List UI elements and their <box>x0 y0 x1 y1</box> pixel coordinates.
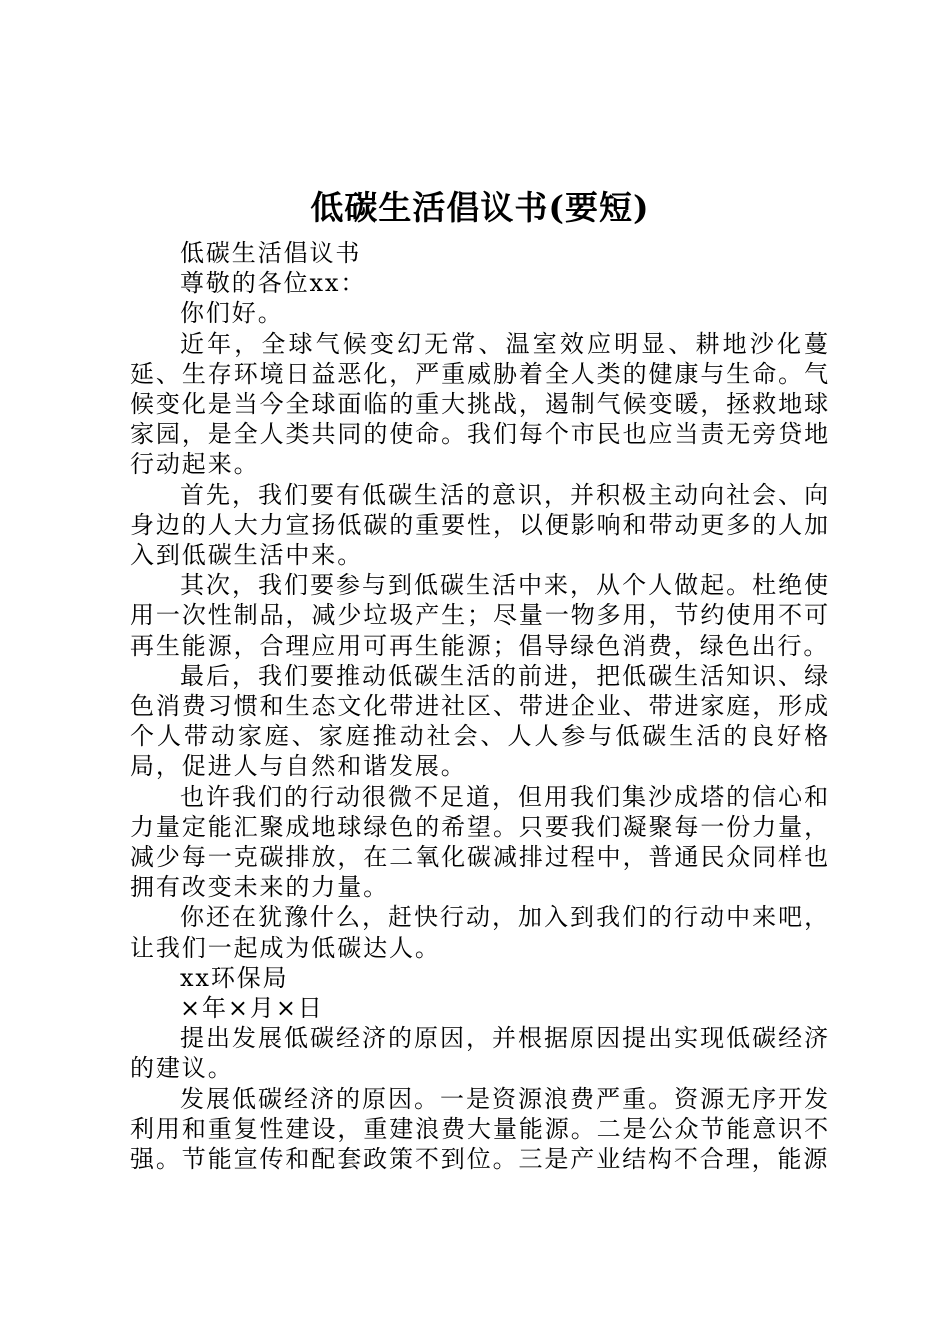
greeting: 你们好。 <box>180 299 284 328</box>
section2-paragraph: 提出发展低碳经济的原因，并根据原因提出实现低碳经济的建议。 <box>130 1024 830 1083</box>
body-paragraph: 其次，我们要参与到低碳生活中来，从个人做起。杜绝使用一次性制品，减少垃圾产生；尽量一物多用，节约使用不可再生能源，合理应用可再生能源；倡导绿色消费，绿色出行。 <box>130 571 830 660</box>
section2-paragraph: 发展低碳经济的原因。一是资源浪费严重。资源无序开发利用和重复性建设，重建浪费大量能源。二是公众节能意识不强。节能宣传和配套政策不到位。三是产业结构不合理，能源 <box>130 1084 830 1174</box>
body-paragraph: 近年，全球气候变幻无常、温室效应明显、耕地沙化蔓延、生存环境日益恶化，严重威胁着全人类的健康与生命。气候变化是当今全球面临的重大挑战，遏制气候变暖，拯救地球家园，是全人类共同的使命。我们每个市民也应当责无旁贷地行动起来。 <box>130 329 830 479</box>
signature: xx环保局 <box>180 963 289 992</box>
body-paragraph: 你还在犹豫什么，赶快行动，加入到我们的行动中来吧，让我们一起成为低碳达人。 <box>130 903 830 962</box>
salutation: 尊敬的各位xx： <box>180 269 367 298</box>
document-subtitle: 低碳生活倡议书 <box>180 239 362 267</box>
body-paragraph: 也许我们的行动很微不足道，但用我们集沙成塔的信心和力量定能汇聚成地球绿色的希望。只要我们凝聚每一份力量，减少每一克碳排放，在二氧化碳减排过程中，普通民众同样也拥有改变未来的力量。 <box>130 782 830 902</box>
body-paragraph: 最后，我们要推动低碳生活的前进，把低碳生活知识、绿色消费习惯和生态文化带进社区、带进企业、带进家庭，形成个人带动家庭、家庭推动社会、人人参与低碳生活的良好格局，促进人与自然和谐发展。 <box>130 661 830 781</box>
document-page <box>130 182 830 1174</box>
document-title: 低碳生活倡议书(要短) <box>310 188 650 227</box>
date: ×年×月×日 <box>180 994 324 1023</box>
body-paragraph: 首先，我们要有低碳生活的意识，并积极主动向社会、向身边的人大力宣扬低碳的重要性，以便影响和带动更多的人加入到低碳生活中来。 <box>130 480 830 570</box>
